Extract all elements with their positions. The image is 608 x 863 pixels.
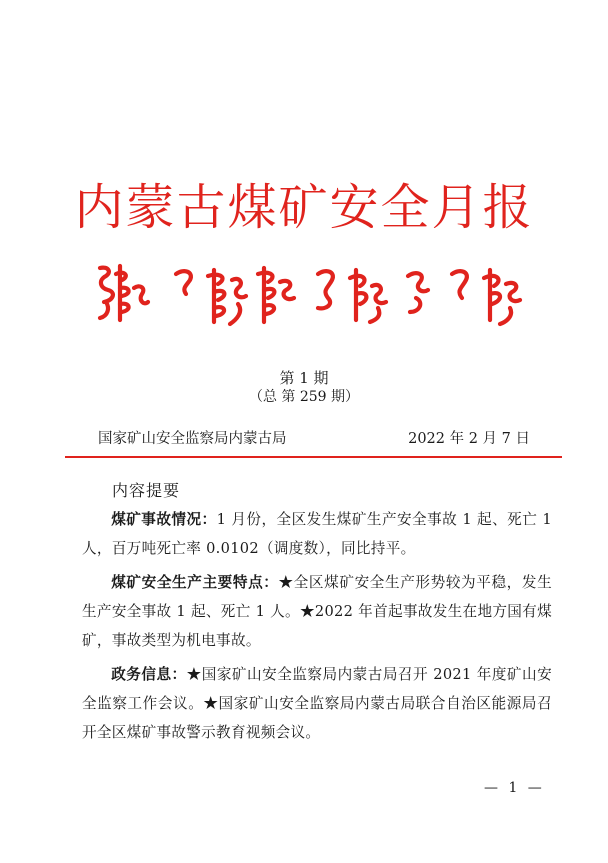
summary-body <box>82 505 552 752</box>
paragraph-text: ★全区煤矿安全生产形势较为平稳，发生生产安全事故 1 起、死亡 1 人。★2022 年首起事故发生在地方国有煤矿，事故类型为机电事故。 <box>82 574 552 649</box>
masthead-title: 内蒙古煤矿安全月报 <box>74 179 534 236</box>
paragraph-lead: 煤矿事故情况： <box>111 511 217 528</box>
paragraph-text: 1 月份，全区发生煤矿生产安全事故 1 起、死亡 1 人，百万吨死亡率 0.0102（调度数），同比持平。 <box>82 511 552 557</box>
issue-number: 第 1 期 <box>279 369 329 387</box>
summary-heading: 内容提要 <box>112 481 181 500</box>
paragraph-lead: 煤矿安全生产主要特点： <box>111 574 279 591</box>
issue-total-number: （总 第 259 期） <box>248 389 360 405</box>
paragraph-text: ★国家矿山安全监察局内蒙古局召开 2021 年度矿山安全监察工作会议。★国家矿山安全监察局内蒙古局联合自治区能源局召开全区煤矿事故警示教育视频会议。 <box>82 666 552 741</box>
summary-paragraph-features <box>82 568 552 655</box>
summary-paragraph-government <box>82 660 552 747</box>
issue-date: 2022 年 2 月 7 日 <box>408 431 530 447</box>
publisher-name: 国家矿山安全监察局内蒙古局 <box>98 431 287 447</box>
red-divider <box>65 456 562 458</box>
paragraph-lead: 政务信息： <box>111 666 187 683</box>
summary-paragraph-accidents <box>82 505 552 563</box>
mongolian-title <box>86 258 526 340</box>
page-number: — 1 — <box>484 780 545 796</box>
publisher-row <box>98 428 530 450</box>
